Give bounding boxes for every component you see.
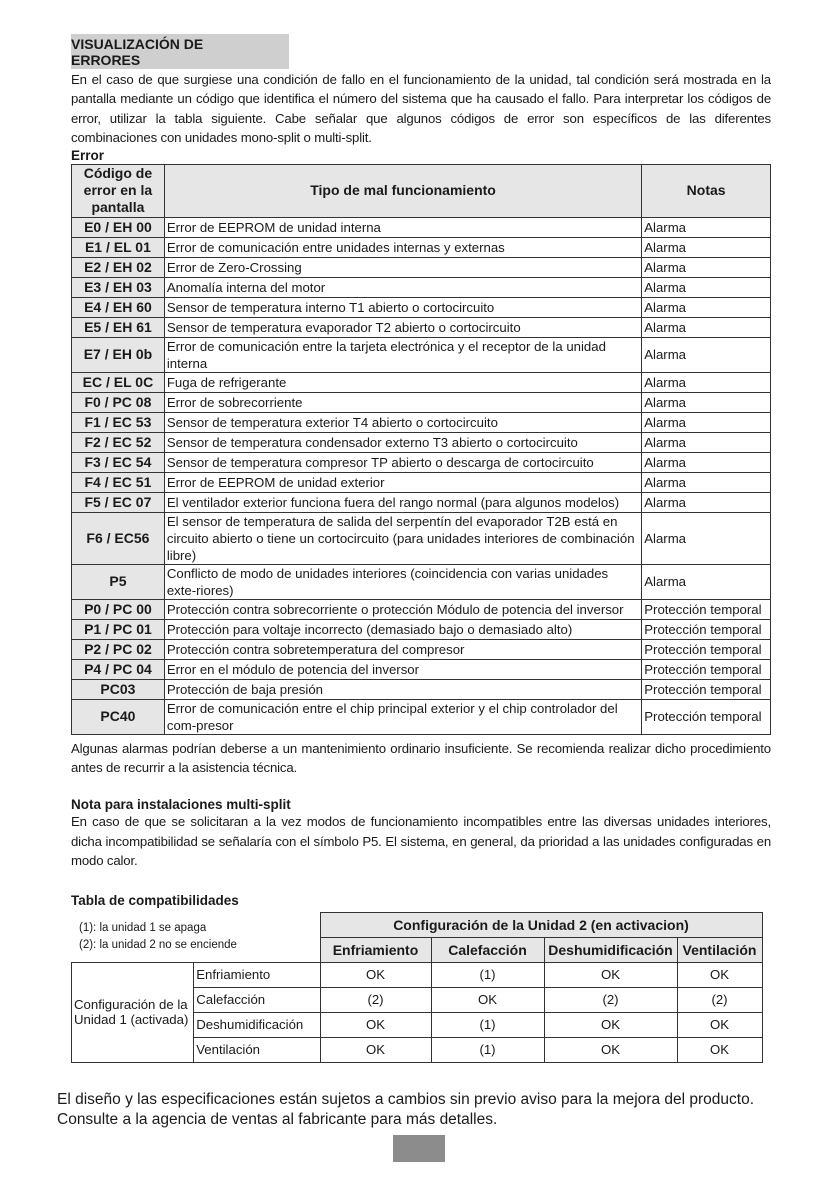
footer-line-1: El diseño y las especificaciones están sujetos a cambios sin previo aviso para la mejora del producto.: [57, 1091, 755, 1108]
cell-notas: Alarma: [642, 564, 771, 599]
cell-code: PC40: [72, 699, 165, 734]
cell-tipo: Error de comunicación entre la tarjeta electrónica y el receptor de la unidad interna: [164, 337, 641, 372]
compat-cell: OK: [677, 1037, 762, 1062]
cell-notas: Alarma: [642, 257, 771, 277]
cell-tipo: El ventilador exterior funciona fuera del rango normal (para algunos modelos): [164, 492, 641, 512]
error-label: Error: [71, 147, 105, 163]
table-row: [72, 564, 771, 599]
compat-cell: (1): [431, 1037, 544, 1062]
compat-legend: [79, 920, 237, 954]
compat-cell: (2): [320, 987, 431, 1012]
cell-code: P4 / PC 04: [72, 659, 165, 679]
cell-tipo: Error de EEPROM de unidad interna: [164, 217, 641, 237]
compat-cell: (1): [431, 1012, 544, 1037]
cell-notas: Protección temporal: [642, 659, 771, 679]
cell-notas: Alarma: [642, 512, 771, 564]
page-content: [71, 34, 771, 1068]
cell-tipo: Protección de baja presión: [164, 679, 641, 699]
legend-1: (1): la unidad 1 se apaga: [79, 921, 207, 934]
compat-cell: OK: [544, 962, 677, 987]
cell-tipo: Sensor de temperatura compresor TP abierto o descarga de cortocircuito: [164, 452, 641, 472]
col-enfriamiento: Enfriamiento: [320, 937, 431, 962]
compat-cell: OK: [544, 1012, 677, 1037]
compat-row-label: Ventilación: [194, 1037, 320, 1062]
cell-notas: Alarma: [642, 337, 771, 372]
cell-notas: Protección temporal: [642, 619, 771, 639]
cell-code: F4 / EC 51: [72, 472, 165, 492]
cell-notas: Alarma: [642, 237, 771, 257]
table-row: [72, 392, 771, 412]
cell-code: F3 / EC 54: [72, 452, 165, 472]
table-row: [72, 639, 771, 659]
cell-code: F1 / EC 53: [72, 412, 165, 432]
cell-notas: Alarma: [642, 372, 771, 392]
cell-notas: Protección temporal: [642, 599, 771, 619]
cell-notas: Alarma: [642, 432, 771, 452]
multisplit-title: Nota para instalaciones multi-split: [71, 797, 291, 813]
cell-tipo: El sensor de temperatura de salida del serpentín del evaporador T2B está en circuito abierto o tiene un cortocircuito (para unidades interiores de combinación libre): [164, 512, 641, 564]
cell-notas: Protección temporal: [642, 679, 771, 699]
table-row: [72, 699, 771, 734]
error-table-body: [72, 217, 771, 734]
cell-code: F5 / EC 07: [72, 492, 165, 512]
cell-tipo: Anomalía interna del motor: [164, 277, 641, 297]
unit1-label: Configuración de la Unidad 1 (activada): [72, 962, 194, 1062]
table-row: [72, 317, 771, 337]
cell-code: P0 / PC 00: [72, 599, 165, 619]
cell-code: E2 / EH 02: [72, 257, 165, 277]
compat-cell: OK: [677, 1012, 762, 1037]
page-number-box: [393, 1135, 445, 1162]
header-code: Código de error en la pantalla: [72, 164, 165, 217]
cell-code: E0 / EH 00: [72, 217, 165, 237]
table-row: [72, 297, 771, 317]
table-row: [72, 452, 771, 472]
cell-tipo: Conflicto de modo de unidades interiores (coincidencia con varias unidades exte-riores): [164, 564, 641, 599]
table-row: [72, 472, 771, 492]
cell-code: E4 / EH 60: [72, 297, 165, 317]
table-row: [72, 659, 771, 679]
table-row: [72, 432, 771, 452]
cell-tipo: Sensor de temperatura interno T1 abierto o cortocircuito: [164, 297, 641, 317]
compat-section: [71, 912, 771, 1068]
cell-code: P5: [72, 564, 165, 599]
cell-notas: Protección temporal: [642, 639, 771, 659]
section-title: VISUALIZACIÓN DE ERRORES: [71, 34, 289, 69]
compat-cell: (2): [544, 987, 677, 1012]
compat-cell: OK: [320, 1012, 431, 1037]
cell-tipo: Error en el módulo de potencia del inversor: [164, 659, 641, 679]
table-row: [72, 619, 771, 639]
compat-title: Tabla de compatibilidades: [71, 892, 239, 908]
cell-code: EC / EL 0C: [72, 372, 165, 392]
compat-row-label: Enfriamiento: [194, 962, 320, 987]
cell-code: F6 / EC56: [72, 512, 165, 564]
cell-tipo: Error de Zero-Crossing: [164, 257, 641, 277]
table-row: [72, 237, 771, 257]
error-table: [71, 164, 771, 735]
cell-code: E7 / EH 0b: [72, 337, 165, 372]
cell-tipo: Fuga de refrigerante: [164, 372, 641, 392]
compat-cell: OK: [431, 987, 544, 1012]
cell-notas: Alarma: [642, 297, 771, 317]
cell-code: F0 / PC 08: [72, 392, 165, 412]
cell-tipo: Error de comunicación entre unidades internas y externas: [164, 237, 641, 257]
compat-cell: OK: [544, 1037, 677, 1062]
cell-notas: Alarma: [642, 277, 771, 297]
after-table-note: Algunas alarmas podrían deberse a un mantenimiento ordinario insuficiente. Se recomienda realizar dicho procedimiento antes de recurrir a la asistencia técnica.: [71, 740, 771, 776]
cell-notas: Alarma: [642, 452, 771, 472]
cell-tipo: Sensor de temperatura evaporador T2 abierto o cortocircuito: [164, 317, 641, 337]
cell-notas: Alarma: [642, 472, 771, 492]
cell-notas: Alarma: [642, 412, 771, 432]
unit2-header: Configuración de la Unidad 2 (en activacion): [320, 912, 762, 937]
legend-2: (2): la unidad 2 no se enciende: [79, 938, 237, 951]
compat-row-label: Deshumidificación: [194, 1012, 320, 1037]
table-row: [72, 492, 771, 512]
cell-tipo: Sensor de temperatura condensador externo T3 abierto o cortocircuito: [164, 432, 641, 452]
cell-code: E5 / EH 61: [72, 317, 165, 337]
header-tipo: Tipo de mal funcionamiento: [164, 164, 641, 217]
cell-notas: Alarma: [642, 392, 771, 412]
table-row: [72, 679, 771, 699]
cell-tipo: Error de sobrecorriente: [164, 392, 641, 412]
col-ventilacion: Ventilación: [677, 937, 762, 962]
cell-code: P1 / PC 01: [72, 619, 165, 639]
compat-cell: (2): [677, 987, 762, 1012]
header-notas: Notas: [642, 164, 771, 217]
compat-cell: OK: [320, 1037, 431, 1062]
multisplit-text: En caso de que se solicitaran a la vez modos de funcionamiento incompatibles entre las diversas unidades interiores, dicha incompatibilidad se señalaría con el símbolo P5. El sistema, en general, da prioridad a las unidades configuradas en modo calor.: [71, 814, 771, 869]
footer-line-2: Consulte a la agencia de ventas al fabricante para más detalles.: [57, 1110, 498, 1128]
cell-notas: Alarma: [642, 492, 771, 512]
compat-cell: (1): [431, 962, 544, 987]
cell-code: PC03: [72, 679, 165, 699]
compat-cell: OK: [320, 962, 431, 987]
cell-code: E1 / EL 01: [72, 237, 165, 257]
table-row: [72, 337, 771, 372]
cell-notas: Alarma: [642, 317, 771, 337]
table-row: [72, 372, 771, 392]
cell-tipo: Protección contra sobretemperatura del compresor: [164, 639, 641, 659]
cell-tipo: Error de comunicación entre el chip principal exterior y el chip controlador del com-presor: [164, 699, 641, 734]
col-deshumidificacion: Deshumidificación: [544, 937, 677, 962]
compat-row: [72, 962, 763, 987]
compat-cell: OK: [677, 962, 762, 987]
table-row: [72, 412, 771, 432]
cell-tipo: Protección contra sobrecorriente o protección Módulo de potencia del inversor: [164, 599, 641, 619]
cell-tipo: Protección para voltaje incorrecto (demasiado bajo o demasiado alto): [164, 619, 641, 639]
intro-paragraph: En el caso de que surgiese una condición de fallo en el funcionamiento de la unidad, tal condición será mostrada en la pantalla mediante un código que identifica el número del sistema que ha causado el fallo. Para interpretar los códigos de error, utilizar la tabla siguiente. Cabe señalar que algunos códigos de error son específicos de las diferentes combinaciones con unidades mono-split o multi-split.: [71, 72, 771, 146]
footer: [57, 1090, 797, 1129]
cell-code: F2 / EC 52: [72, 432, 165, 452]
cell-code: P2 / PC 02: [72, 639, 165, 659]
cell-notas: Protección temporal: [642, 699, 771, 734]
cell-notas: Alarma: [642, 217, 771, 237]
cell-tipo: Sensor de temperatura exterior T4 abierto o cortocircuito: [164, 412, 641, 432]
table-row: [72, 512, 771, 564]
table-row: [72, 257, 771, 277]
compat-row-label: Calefacción: [194, 987, 320, 1012]
table-row: [72, 277, 771, 297]
table-row: [72, 599, 771, 619]
table-row: [72, 217, 771, 237]
col-calefaccion: Calefacción: [431, 937, 544, 962]
cell-code: E3 / EH 03: [72, 277, 165, 297]
cell-tipo: Error de EEPROM de unidad exterior: [164, 472, 641, 492]
